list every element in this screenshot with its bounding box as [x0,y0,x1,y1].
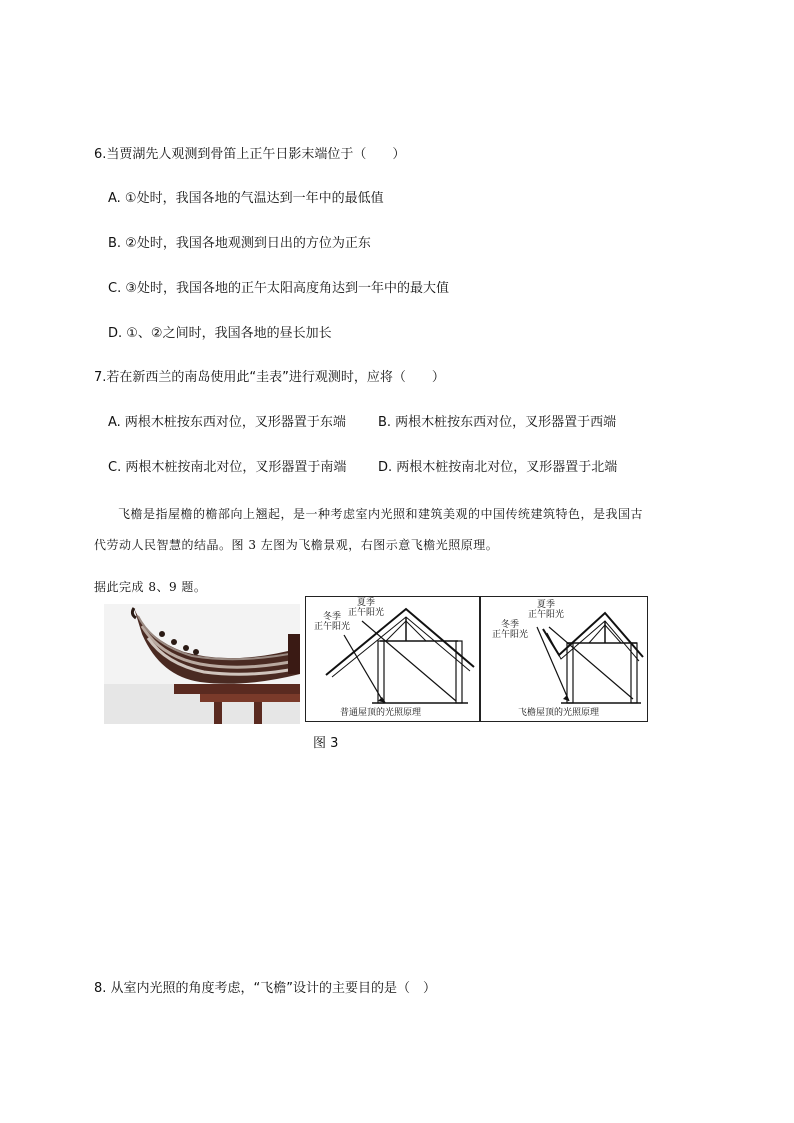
passage-line-2: 代劳动人民智慧的结晶。图 3 左图为飞檐景观，右图示意飞檐光照原理。 [94,538,499,552]
left-winter-label-1: 冬季 [323,612,342,622]
left-summer-label [348,598,384,618]
q6-option-b: B. ②处时，我国各地观测到日出的方位为正东 [108,236,371,251]
figure-caption: 图 3 [313,736,339,751]
q6-option-d: D. ①、②之间时，我国各地的昼长加长 [108,326,332,341]
lead-text: 据此完成 8、9 题。 [94,580,207,594]
right-winter-label-2: 正午阳光 [492,630,529,640]
q6-option-a: A. ①处时，我国各地的气温达到一年中的最低值 [108,191,384,206]
q6-stem: 6.当贾湖先人观测到骨笛上正午日影末端位于（ ） [94,147,406,162]
right-summer-label-1: 夏季 [537,600,556,610]
left-summer-label-1: 夏季 [357,598,376,608]
right-diagram-caption: 飞檐屋顶的光照原理 [518,708,600,718]
right-summer-label [528,600,564,620]
left-winter-label [314,612,350,632]
q7-option-a: A. 两根木桩按东西对位，叉形器置于东端 [108,415,346,430]
right-winter-label [492,620,528,640]
passage-line-1: 飞檐是指屋檐的檐部向上翘起，是一种考虑室内光照和建筑美观的中国传统建筑特色，是我国古 [118,507,644,521]
left-diagram-caption: 普通屋顶的光照原理 [340,708,422,718]
q7-option-c: C. 两根木桩按南北对位，叉形器置于南端 [108,460,347,475]
q8-stem: 8. 从室内光照的角度考虑，“飞檐”设计的主要目的是（ ） [94,981,437,996]
left-summer-label-2: 正午阳光 [348,608,385,618]
right-winter-label-1: 冬季 [501,620,520,630]
flying-eave-photo [104,604,300,724]
q6-option-c: C. ③处时，我国各地的正午太阳高度角达到一年中的最大值 [108,281,449,296]
left-winter-label-2: 正午阳光 [314,622,351,632]
q7-stem: 7.若在新西兰的南岛使用此“圭表”进行观测时，应将（ ） [94,370,445,385]
q7-option-b: B. 两根木桩按东西对位，叉形器置于西端 [378,415,617,430]
q7-option-d: D. 两根木桩按南北对位，叉形器置于北端 [378,460,618,475]
right-summer-label-2: 正午阳光 [528,610,565,620]
